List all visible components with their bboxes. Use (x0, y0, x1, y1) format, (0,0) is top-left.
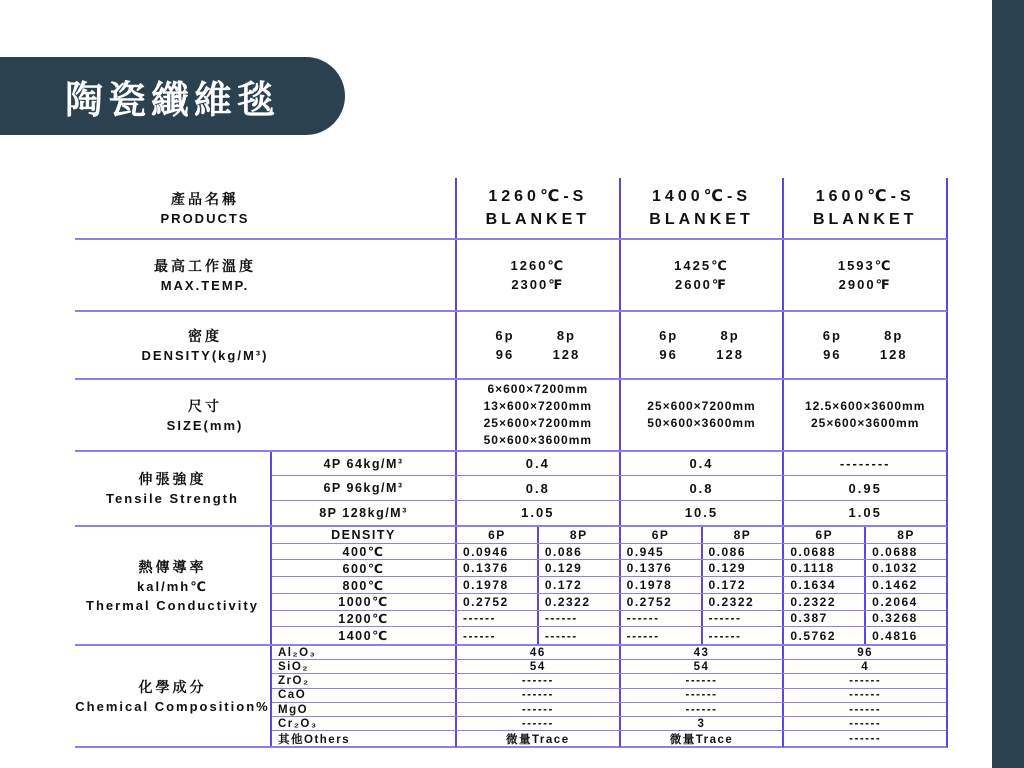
thermal-col-header: 6P (619, 527, 701, 543)
thermal-value: 0.0688 (864, 544, 946, 560)
thermal-value: 0.172 (701, 577, 783, 593)
thermal-col-header: 6P (782, 527, 864, 543)
thermal-value: 0.129 (537, 560, 619, 576)
chemical-compound-label: ZrO₂ (278, 675, 310, 688)
table-row-chemical (75, 646, 948, 748)
density-ply-label: 8p (884, 328, 904, 343)
density-value: 96 (659, 347, 678, 362)
size-cell (782, 380, 946, 450)
tensile-value: 0.8 (455, 476, 619, 499)
title-banner (0, 57, 345, 135)
thermal-value: 0.2064 (864, 594, 946, 610)
row-header-tensile-zh: 伸張強度 (138, 471, 207, 487)
table-row-size (75, 380, 948, 452)
thermal-temp-label: 600℃ (342, 561, 385, 576)
chemical-value: ------ (782, 674, 946, 687)
thermal-value: 0.1032 (864, 560, 946, 576)
thermal-col-header: 8P (701, 527, 783, 543)
max-temp-cell (455, 240, 619, 310)
tensile-value: 0.8 (619, 476, 783, 499)
size-line: 50×600×3600mm (483, 433, 593, 447)
density-value: 96 (495, 347, 515, 362)
chemical-row-mgo (272, 703, 946, 717)
row-header-products-zh: 產品名稱 (171, 190, 239, 207)
row-header-thermal-unit: kal/mh℃ (137, 578, 208, 594)
page-title: 陶瓷纖維毯 (64, 79, 280, 122)
chemical-row-zro2 (272, 674, 946, 688)
tensile-sub-label: 8P 128kg/M³ (319, 505, 408, 520)
thermal-temp-label: 800℃ (342, 578, 385, 593)
size-line: 25×600×3600mm (810, 416, 920, 430)
max-temp-c: 1260℃ (510, 258, 566, 273)
chemical-value: ------ (782, 731, 946, 747)
thermal-value: 0.387 (782, 611, 864, 627)
max-temp-cell (782, 240, 946, 310)
row-header-thermal-zh: 熱傳導率 (138, 558, 207, 575)
size-line: 6×600×7200mm (487, 382, 589, 396)
row-header-size (75, 380, 455, 450)
chemical-value: 54 (455, 660, 619, 673)
tensile-sub-label: 4P 64kg/M³ (323, 456, 404, 471)
max-temp-cell (619, 240, 783, 310)
row-header-tensile (75, 452, 270, 525)
table-row-max-temp (75, 240, 948, 312)
thermal-row-1400 (272, 627, 946, 644)
chemical-value: ------ (782, 717, 946, 730)
chemical-compound-label: CaO (278, 689, 307, 702)
right-border-strip (992, 0, 1024, 768)
thermal-value: 0.2322 (782, 594, 864, 610)
row-header-density-zh: 密度 (188, 327, 222, 344)
density-cell (782, 312, 946, 378)
chemical-rows (270, 646, 946, 746)
product-header-1600 (782, 178, 946, 238)
thermal-value: 0.2752 (455, 594, 537, 610)
thermal-density-header: DENSITY (331, 527, 396, 542)
product-type: BLANKET (485, 211, 591, 228)
thermal-value: ------ (701, 627, 783, 644)
chemical-row-cao (272, 689, 946, 703)
row-header-chemical-zh: 化學成分 (138, 678, 207, 695)
chemical-value: ------ (782, 703, 946, 716)
product-type: BLANKET (649, 211, 754, 228)
row-header-chemical (75, 646, 270, 746)
thermal-value: ------ (619, 611, 701, 627)
density-value: 128 (716, 347, 744, 362)
chemical-value: ------ (782, 689, 946, 702)
chemical-value: ------ (619, 703, 783, 716)
spec-table (75, 178, 948, 748)
thermal-header-row (272, 527, 946, 544)
density-ply-label: 6p (822, 328, 842, 343)
chemical-value: ------ (619, 689, 783, 702)
max-temp-f: 2600℉ (674, 277, 729, 292)
thermal-value: 0.2322 (537, 594, 619, 610)
thermal-temp-label: 1000℃ (338, 595, 389, 610)
tensile-value: 0.4 (619, 452, 783, 475)
chemical-compound-label: Cr₂O₃ (278, 717, 318, 730)
density-cell (619, 312, 783, 378)
thermal-value: 0.945 (619, 544, 701, 560)
chemical-value: 43 (619, 646, 783, 659)
chemical-value: ------ (455, 717, 619, 730)
table-row-products (75, 178, 948, 240)
chemical-value: 46 (455, 646, 619, 659)
thermal-col-header: 6P (455, 527, 537, 543)
chemical-compound-label: Al₂O₃ (278, 646, 317, 659)
density-ply-label: 6p (495, 328, 515, 343)
thermal-value: ------ (701, 611, 783, 627)
thermal-value: ------ (455, 627, 537, 644)
row-header-max-temp-zh: 最高工作溫度 (154, 257, 256, 274)
thermal-temp-label: 1400℃ (338, 629, 389, 644)
tensile-value: 1.05 (782, 501, 946, 525)
thermal-col-header: 8P (537, 527, 619, 543)
thermal-row-1000 (272, 594, 946, 611)
chemical-value: ------ (455, 703, 619, 716)
thermal-row-1200 (272, 611, 946, 628)
product-temp: 1400℃-S (652, 188, 751, 205)
size-cell (619, 380, 783, 450)
chemical-value: 54 (619, 660, 783, 673)
size-line: 25×600×7200mm (647, 399, 756, 413)
thermal-value: ------ (537, 627, 619, 644)
row-header-products (75, 178, 455, 238)
density-cell (455, 312, 619, 378)
thermal-value: 0.086 (537, 544, 619, 560)
size-line: 25×600×7200mm (483, 416, 593, 430)
thermal-temp-label: 1200℃ (338, 611, 389, 626)
thermal-col-header: 8P (864, 527, 946, 543)
thermal-value: 0.1118 (782, 560, 864, 576)
max-temp-f: 2300℉ (511, 277, 565, 292)
row-header-thermal (75, 527, 270, 644)
chemical-row-others (272, 731, 946, 746)
tensile-row-8p (272, 501, 946, 525)
thermal-value: 0.1462 (864, 577, 946, 593)
size-cell (455, 380, 619, 450)
thermal-value: ------ (619, 627, 701, 644)
density-ply-label: 8p (556, 328, 576, 343)
product-temp: 1260℃-S (488, 188, 588, 205)
product-temp: 1600℃-S (815, 188, 915, 205)
thermal-value: 0.5762 (782, 627, 864, 644)
max-temp-f: 2900℉ (838, 277, 892, 292)
density-ply-label: 6p (659, 328, 679, 343)
row-header-density (75, 312, 455, 378)
chemical-value: 微量Trace (455, 731, 619, 747)
table-row-density (75, 312, 948, 380)
tensile-row-6p (272, 476, 946, 500)
chemical-compound-label: SiO₂ (278, 660, 309, 673)
thermal-value: ------ (537, 611, 619, 627)
thermal-value: 0.0688 (782, 544, 864, 560)
size-line: 50×600×3600mm (647, 416, 756, 430)
row-header-size-zh: 尺寸 (188, 397, 222, 414)
tensile-value: 0.95 (782, 476, 946, 499)
row-header-tensile-en: Tensile Strength (106, 491, 239, 506)
row-header-thermal-en: Thermal Conductivity (86, 597, 259, 613)
product-header-1400 (619, 178, 783, 238)
density-value: 96 (823, 347, 842, 362)
thermal-value: 0.086 (701, 544, 783, 560)
tensile-value: 1.05 (455, 501, 619, 525)
chemical-value: ------ (619, 674, 783, 687)
thermal-value: 0.0946 (455, 544, 537, 560)
thermal-value: 0.1376 (619, 560, 701, 576)
size-line: 13×600×7200mm (483, 399, 593, 413)
thermal-rows (270, 527, 946, 644)
row-header-size-en: SIZE(mm) (166, 417, 244, 433)
chemical-value: ------ (455, 674, 619, 687)
chemical-row-al2o3 (272, 646, 946, 660)
thermal-value: 0.1978 (455, 577, 537, 593)
product-header-1260 (455, 178, 619, 238)
row-header-density-en: DENSITY(kg/M³) (141, 347, 269, 363)
density-value: 128 (879, 347, 908, 362)
chemical-compound-label: MgO (278, 703, 309, 716)
thermal-value: 0.1634 (782, 577, 864, 593)
thermal-row-400 (272, 544, 946, 561)
thermal-value: 0.129 (701, 560, 783, 576)
row-header-products-en: PRODUCTS (160, 210, 250, 226)
thermal-value: 0.172 (537, 577, 619, 593)
chemical-value: 4 (782, 660, 946, 673)
thermal-value: ------ (455, 611, 537, 627)
thermal-row-800 (272, 577, 946, 594)
thermal-value: 0.3268 (864, 611, 946, 627)
chemical-value: 微量Trace (619, 731, 783, 747)
tensile-row-4p (272, 452, 946, 476)
chemical-value: 3 (619, 717, 783, 730)
tensile-rows (270, 452, 946, 525)
thermal-row-600 (272, 560, 946, 577)
thermal-temp-label: 400℃ (342, 545, 385, 560)
chemical-compound-label: 其他Others (278, 734, 351, 747)
max-temp-c: 1593℃ (837, 258, 893, 273)
chemical-value: ------ (455, 689, 619, 702)
tensile-sub-label: 6P 96kg/M³ (323, 481, 404, 496)
thermal-value: 0.1978 (619, 577, 701, 593)
row-header-chemical-en: Chemical Composition% (75, 698, 270, 714)
density-ply-label: 8p (720, 328, 740, 343)
thermal-value: 0.4816 (864, 627, 946, 644)
row-header-max-temp-en: MAX.TEMP. (160, 277, 250, 293)
table-row-tensile (75, 452, 948, 527)
size-line: 12.5×600×3600mm (804, 399, 926, 413)
chemical-row-cr2o3 (272, 717, 946, 731)
product-type: BLANKET (812, 211, 918, 228)
tensile-value: 10.5 (619, 501, 783, 525)
chemical-value: 96 (782, 646, 946, 659)
max-temp-c: 1425℃ (674, 258, 729, 273)
chemical-row-sio2 (272, 660, 946, 674)
tensile-value: 0.4 (455, 452, 619, 475)
row-header-max-temp (75, 240, 455, 310)
table-row-thermal (75, 527, 948, 646)
tensile-value: -------- (782, 452, 946, 475)
thermal-value: 0.2752 (619, 594, 701, 610)
thermal-value: 0.1376 (455, 560, 537, 576)
density-value: 128 (552, 347, 581, 362)
thermal-value: 0.2322 (701, 594, 783, 610)
